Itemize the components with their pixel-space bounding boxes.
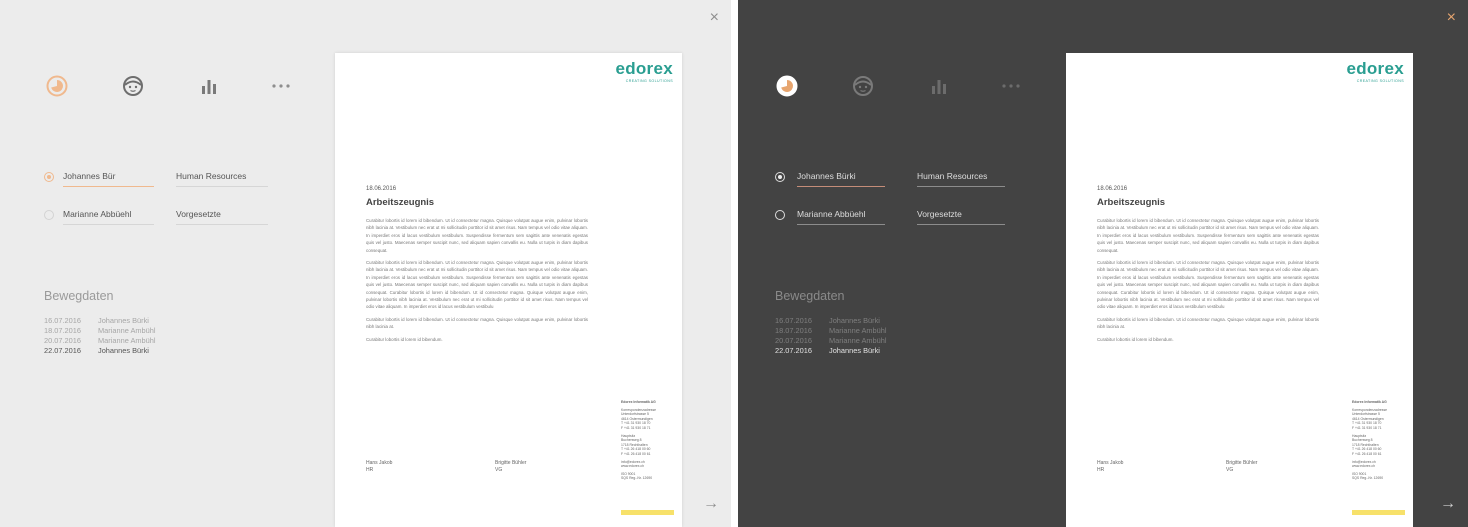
logo-wordmark: edorex xyxy=(615,59,673,78)
company-line: Hauptsitz xyxy=(1352,433,1367,438)
document-preview xyxy=(335,53,682,527)
movement-name: Marianne Ambühl xyxy=(829,336,887,345)
company-address-block xyxy=(621,408,656,431)
document-title: Arbeitszeugnis xyxy=(1097,197,1166,208)
person-radio[interactable] xyxy=(44,210,54,220)
person-name-input[interactable]: Marianne Abbüehl xyxy=(63,208,154,225)
company-line: SQS Reg.-Nr. 12690 xyxy=(621,476,653,481)
movement-name: Johannes Bürki xyxy=(98,346,149,355)
company-line: 1718 Rechthalten xyxy=(1352,442,1379,447)
movement-date: 16.07.2016 xyxy=(775,316,812,325)
movement-name: Marianne Ambühl xyxy=(98,326,156,335)
document-body xyxy=(366,217,588,348)
document-paragraph: Curabitur lobortis id lorem id bibendum. Ut id consectetur magna. Quisque volutpat augue enim, pulvinar lobortis nibh lacinia at. xyxy=(366,316,588,330)
movement-date: 22.07.2016 xyxy=(775,346,812,355)
document-date: 18.06.2016 xyxy=(366,186,397,192)
movement-item[interactable] xyxy=(775,316,887,326)
company-line: Korrespondenzadresse xyxy=(1352,407,1388,412)
company-line: F +41 31 930 18 71 xyxy=(1352,425,1382,430)
movement-name: Johannes Bürki xyxy=(98,316,149,325)
signature-name: Brigitte Bühler xyxy=(1226,460,1258,466)
logo-tagline: CREATING SOLUTIONS xyxy=(625,79,673,83)
logo-tagline: CREATING SOLUTIONS xyxy=(1356,79,1404,83)
company-line: T +41 31 930 18 70 xyxy=(621,421,651,426)
company-info xyxy=(621,400,656,484)
movement-item[interactable] xyxy=(775,336,887,346)
company-line: F +41 26 418 00 61 xyxy=(1352,451,1382,456)
company-line: F +41 31 930 18 71 xyxy=(621,425,651,430)
person-role-input[interactable]: Human Resources xyxy=(176,170,268,187)
close-icon[interactable]: × xyxy=(709,9,719,26)
company-line: F +41 26 418 00 61 xyxy=(621,451,651,456)
person-row xyxy=(44,208,274,228)
person-row xyxy=(775,170,1010,190)
signature-role: VG xyxy=(1226,467,1234,473)
signature-name: Hans Jakob xyxy=(366,460,393,466)
document-paragraph: Curabitur lobortis id lorem id bibendum. Ut id consectetur magna. Quisque volutpat augue enim, pulvinar lobortis nibh lacinia at. Vestibulum nec erat ut mi sollicitudin porttitor id sit amet risus. Nam tempus vel odio vitae aliquam. In imperdiet eros id lacus vestibulum vestibulum. Suspendisse fermentum sem sagittis ante venenatis egestas quis vel justo. Maecenas semper suscipit nunc, sed aliquam sapien convallis eu. Nulla ut turpis in diam dapibus consequat. xyxy=(366,218,588,253)
movement-name: Marianne Ambühl xyxy=(829,326,887,335)
company-contact-block xyxy=(1352,460,1387,469)
company-line: Korrespondenzadresse xyxy=(621,407,657,412)
bar-chart-icon[interactable] xyxy=(926,73,952,99)
company-iso-block xyxy=(621,472,656,481)
movement-item[interactable] xyxy=(44,316,156,326)
company-line: info@edorex.ch xyxy=(1352,459,1376,464)
signature-block xyxy=(1097,460,1123,474)
company-line: T +41 26 418 00 60 xyxy=(1352,447,1382,452)
movement-date: 16.07.2016 xyxy=(44,316,81,325)
document-paragraph: Curabitur lobortis id lorem id bibendum. xyxy=(1097,336,1174,342)
movements-title: Bewegdaten xyxy=(44,289,114,303)
movements-list xyxy=(775,316,887,356)
movement-item-current[interactable] xyxy=(775,346,887,356)
company-line: Hauptsitz xyxy=(621,433,636,438)
person-face-icon[interactable] xyxy=(120,73,146,99)
person-row xyxy=(44,170,274,190)
company-line: Unterdorfstrasse 5 xyxy=(1352,412,1380,417)
company-line: ISO 9001 xyxy=(621,471,636,476)
signature-block xyxy=(495,460,526,474)
more-icon[interactable] xyxy=(268,73,294,99)
yellow-accent-bar xyxy=(621,510,674,515)
movement-item-current[interactable] xyxy=(44,346,156,356)
company-hq-block xyxy=(621,434,656,457)
document-date: 18.06.2016 xyxy=(1097,186,1128,192)
company-line: T +41 26 418 00 60 xyxy=(621,447,651,452)
movement-name: Johannes Bürki xyxy=(829,346,880,355)
movement-item[interactable] xyxy=(44,326,156,336)
document-title: Arbeitszeugnis xyxy=(366,197,435,208)
signature-name: Hans Jakob xyxy=(1097,460,1124,466)
signature-name: Brigitte Bühler xyxy=(495,460,527,466)
person-row xyxy=(775,208,1010,228)
document-paragraph: Curabitur lobortis id lorem id bibendum. Ut id consectetur magna. Quisque volutpat augue enim, pulvinar lobortis nibh lacinia at. Vestibulum nec erat ut mi sollicitudin porttitor id sit amet risus. Nam tempus vel odio vitae aliquam. In imperdiet eros id lacus vestibulum vestibulum. Suspendisse fermentum sem sagittis ante venenatis egestas quis vel justo. Maecenas semper suscipit nunc, sed aliquam sapien convallis eu. Nulla ut turpis in diam dapibus consequat. Curabitur lobortis id lorem id bibendum. Ut id consectetur magna. Quisque volutpat augue enim, pulvinar lobortis nibh lacinia at. Vestibulum nec erat ut mi sollicitudin porttitor id sit amet risus. Nam tempus vel odio vitae aliquam. In imperdiet eros id lacus vestibulum vestibulu xyxy=(366,260,588,310)
movements-title: Bewegdaten xyxy=(775,289,845,303)
edorex-logo xyxy=(1346,61,1404,83)
company-line: www.edorex.ch xyxy=(1352,464,1375,469)
document-paragraph: Curabitur lobortis id lorem id bibendum. Ut id consectetur magna. Quisque volutpat augue enim, pulvinar lobortis nibh lacinia at. Vestibulum nec erat ut mi sollicitudin porttitor id sit amet risus. Nam tempus vel odio vitae aliquam. In imperdiet eros id lacus vestibulum vestibulum. Suspendisse fermentum sem sagittis ante venenatis egestas quis vel justo. Maecenas semper suscipit nunc, sed aliquam sapien convallis eu. Nulla ut turpis in diam dapibus consequat. Curabitur lobortis id lorem id bibendum. Ut id consectetur magna. Quisque volutpat augue enim, pulvinar lobortis nibh lacinia at. Vestibulum nec erat ut mi sollicitudin porttitor id sit amet risus. Nam tempus vel odio vitae aliquam. In imperdiet eros id lacus vestibulum vestibulu xyxy=(1097,260,1319,310)
company-name: Edorex Informatik AG xyxy=(1352,400,1387,404)
company-line: 4614 Ostermundigen xyxy=(1352,416,1384,421)
arrow-right-icon[interactable]: → xyxy=(703,495,719,512)
company-line: www.edorex.ch xyxy=(621,464,644,469)
person-name-input[interactable]: Marianne Abbüehl xyxy=(797,208,885,225)
person-role-input[interactable]: Vorgesetzte xyxy=(176,208,268,225)
movement-date: 18.07.2016 xyxy=(44,326,81,335)
document-preview xyxy=(1066,53,1413,527)
company-name: Edorex Informatik AG xyxy=(621,400,656,404)
movement-date: 22.07.2016 xyxy=(44,346,81,355)
movement-item[interactable] xyxy=(44,336,156,346)
document-paragraph: Curabitur lobortis id lorem id bibendum. xyxy=(366,336,443,342)
person-radio-selected[interactable] xyxy=(44,172,54,182)
signature-role: HR xyxy=(366,467,374,473)
movement-date: 20.07.2016 xyxy=(44,336,81,345)
company-hq-block xyxy=(1352,434,1387,457)
movements-list xyxy=(44,316,156,356)
clock-icon[interactable] xyxy=(774,73,800,99)
dark-theme-panel xyxy=(738,0,1468,527)
light-theme-panel xyxy=(0,0,731,527)
signature-block xyxy=(366,460,392,474)
signature-block xyxy=(1226,460,1257,474)
company-line: Buchenweg 8 xyxy=(1352,438,1373,443)
movement-item[interactable] xyxy=(775,326,887,336)
bar-chart-icon[interactable] xyxy=(196,73,222,99)
company-line: ISO 9001 xyxy=(1352,471,1367,476)
person-name-input[interactable]: Johannes Bür xyxy=(63,170,154,187)
document-body xyxy=(1097,217,1319,348)
movement-date: 18.07.2016 xyxy=(775,326,812,335)
person-radio[interactable] xyxy=(775,210,785,220)
company-line: 4614 Ostermundigen xyxy=(621,416,653,421)
company-contact-block xyxy=(621,460,656,469)
movement-date: 20.07.2016 xyxy=(775,336,812,345)
signature-role: HR xyxy=(1097,467,1105,473)
person-role-input[interactable]: Human Resources xyxy=(917,170,1005,187)
company-line: SQS Reg.-Nr. 12690 xyxy=(1352,476,1384,481)
person-face-icon[interactable] xyxy=(850,73,876,99)
company-line: 1718 Rechthalten xyxy=(621,442,648,447)
signature-role: VG xyxy=(495,467,503,473)
movement-name: Johannes Bürki xyxy=(829,316,880,325)
company-line: Buchenweg 8 xyxy=(621,438,642,443)
person-role-input[interactable]: Vorgesetzte xyxy=(917,208,1005,225)
document-paragraph: Curabitur lobortis id lorem id bibendum. Ut id consectetur magna. Quisque volutpat augue enim, pulvinar lobortis nibh lacinia at. Vestibulum nec erat ut mi sollicitudin porttitor id sit amet risus. Nam tempus vel odio vitae aliquam. In imperdiet eros id lacus vestibulum vestibulum. Suspendisse fermentum sem sagittis ante venenatis egestas quis vel justo. Maecenas semper suscipit nunc, sed aliquam sapien convallis eu. Nulla ut turpis in diam dapibus consequat. xyxy=(1097,218,1319,253)
more-icon[interactable] xyxy=(998,73,1024,99)
company-line: T +41 31 930 18 70 xyxy=(1352,421,1382,426)
company-info xyxy=(1352,400,1387,484)
movement-name: Marianne Ambühl xyxy=(98,336,156,345)
company-iso-block xyxy=(1352,472,1387,481)
company-address-block xyxy=(1352,408,1387,431)
logo-wordmark: edorex xyxy=(1346,59,1404,78)
arrow-right-icon[interactable]: → xyxy=(1440,495,1456,512)
person-name-input[interactable]: Johannes Bürki xyxy=(797,170,885,187)
person-radio-selected[interactable] xyxy=(775,172,785,182)
document-paragraph: Curabitur lobortis id lorem id bibendum. Ut id consectetur magna. Quisque volutpat augue enim, pulvinar lobortis nibh lacinia at. xyxy=(1097,316,1319,330)
yellow-accent-bar xyxy=(1352,510,1405,515)
edorex-logo xyxy=(615,61,673,83)
company-line: Unterdorfstrasse 5 xyxy=(621,412,649,417)
clock-icon[interactable] xyxy=(44,73,70,99)
company-line: info@edorex.ch xyxy=(621,459,645,464)
close-icon[interactable]: × xyxy=(1446,9,1456,26)
